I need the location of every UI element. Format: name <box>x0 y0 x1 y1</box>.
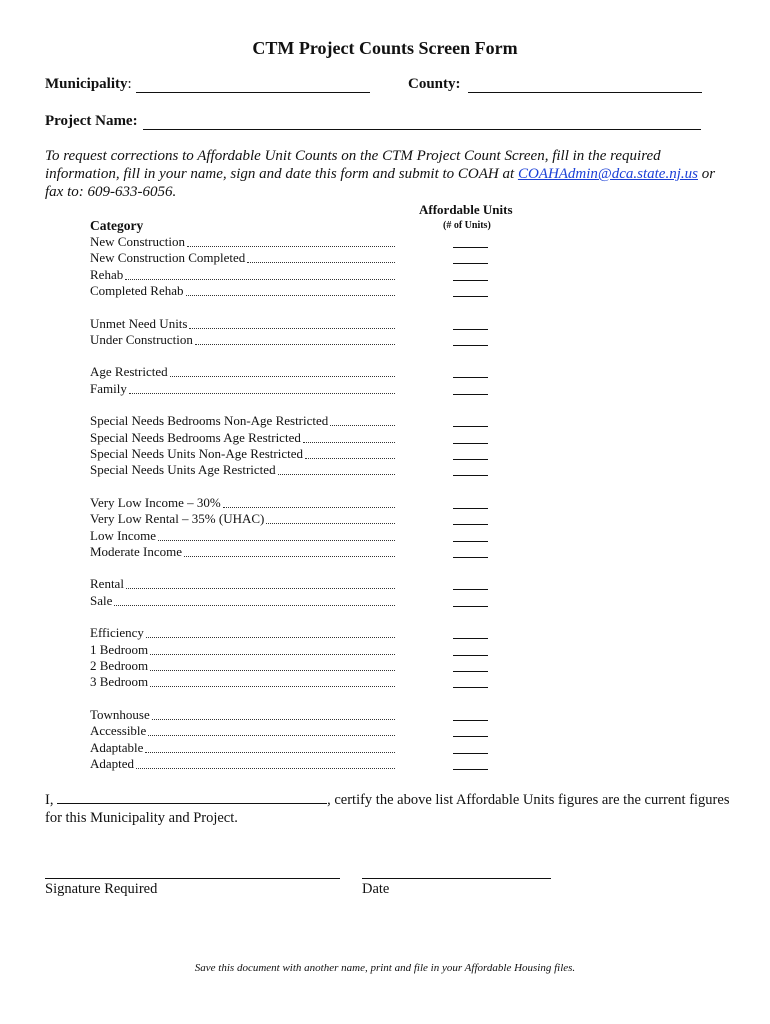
unit-count-field[interactable] <box>453 263 488 264</box>
dot-leader <box>186 295 395 296</box>
category-label: Very Low Income – 30% <box>90 494 221 510</box>
category-label: Completed Rehab <box>90 283 184 299</box>
category-row <box>90 625 395 641</box>
category-row <box>90 511 395 527</box>
category-row <box>90 381 395 397</box>
footer-note: Save this document with another name, print and file in your Affordable Housing files. <box>194 962 576 974</box>
dot-leader <box>148 735 395 736</box>
units-subheader: (# of Units) <box>443 220 491 231</box>
unit-count-field[interactable] <box>453 589 488 590</box>
dot-leader <box>145 752 395 753</box>
project-name-label: Project Name: <box>45 113 138 129</box>
unit-count-field[interactable] <box>453 443 488 444</box>
signature-label: Signature Required <box>45 881 158 897</box>
category-row <box>90 364 395 380</box>
category-row <box>90 740 395 756</box>
municipality-field[interactable] <box>136 92 370 93</box>
category-label: Sale <box>90 592 113 608</box>
county-label: County: <box>408 76 461 92</box>
unit-count-field[interactable] <box>453 247 488 248</box>
unit-count-field[interactable] <box>453 736 488 737</box>
category-row <box>90 674 395 690</box>
county-field[interactable] <box>468 92 702 93</box>
unit-count-field[interactable] <box>453 280 488 281</box>
coah-email-link[interactable]: COAHAdmin@dca.state.nj.us <box>517 166 698 182</box>
dot-leader <box>150 686 395 687</box>
unit-count-field[interactable] <box>453 345 488 346</box>
unit-count-field[interactable] <box>453 329 488 330</box>
category-row <box>90 576 395 592</box>
category-label: Family <box>90 380 127 396</box>
unit-count-field[interactable] <box>453 296 488 297</box>
project-name-field[interactable] <box>143 129 701 130</box>
category-row <box>90 267 395 283</box>
dot-leader <box>114 605 395 606</box>
category-row <box>90 658 395 674</box>
category-label: Very Low Rental – 35% (UHAC) <box>90 511 265 527</box>
unit-count-field[interactable] <box>453 687 488 688</box>
dot-leader <box>247 262 395 263</box>
certifier-name-field[interactable] <box>57 791 327 804</box>
dot-leader <box>126 588 395 589</box>
dot-leader <box>278 474 395 475</box>
dot-leader <box>150 654 395 655</box>
category-label: New Construction Completed <box>90 250 246 266</box>
municipality-colon: : <box>127 76 132 92</box>
category-row <box>90 756 395 772</box>
category-label: Accessible <box>90 723 147 739</box>
certification <box>45 791 735 827</box>
category-label: Unmet Need Units <box>90 315 188 331</box>
unit-count-field[interactable] <box>453 524 488 525</box>
dot-leader <box>125 279 395 280</box>
form-title: CTM Project Counts Screen Form <box>252 38 518 58</box>
instructions-tail: or fax to: 609-633-6056. <box>45 166 716 200</box>
unit-count-field[interactable] <box>453 459 488 460</box>
category-label: 1 Bedroom <box>90 641 149 657</box>
category-label: Under Construction <box>90 332 193 347</box>
dot-leader <box>187 246 395 247</box>
dot-leader <box>158 540 395 541</box>
certification-prefix: I, <box>45 792 54 808</box>
unit-count-field[interactable] <box>453 769 488 770</box>
dot-leader <box>303 442 395 443</box>
category-row <box>90 642 395 658</box>
category-label: Special Needs Bedrooms Non-Age Restricted <box>90 413 329 429</box>
unit-count-field[interactable] <box>453 377 488 378</box>
instructions <box>45 147 735 201</box>
category-label: Special Needs Units Age Restricted <box>90 462 276 478</box>
dot-leader <box>146 637 395 638</box>
category-row <box>90 283 395 299</box>
dot-leader <box>136 768 395 769</box>
category-row <box>90 430 395 446</box>
unit-count-field[interactable] <box>453 655 488 656</box>
dot-leader <box>184 556 395 557</box>
date-label: Date <box>362 881 390 897</box>
category-header: Category <box>90 218 144 233</box>
unit-count-field[interactable] <box>453 606 488 607</box>
category-row <box>90 495 395 511</box>
dot-leader <box>195 344 395 345</box>
category-label: Moderate Income <box>90 544 183 559</box>
dot-leader <box>152 719 395 720</box>
category-label: Efficiency <box>90 625 144 641</box>
dot-leader <box>266 523 395 524</box>
category-label: New Construction <box>90 234 185 249</box>
category-row <box>90 707 395 723</box>
unit-count-field[interactable] <box>453 557 488 558</box>
category-row <box>90 462 395 478</box>
municipality-label <box>45 76 132 93</box>
category-label: Adaptable <box>90 739 144 755</box>
certification-text: , certify the above list Affordable Units figures are the current figures for this Municipality and Project. <box>45 792 730 826</box>
category-label: Rehab <box>90 266 124 282</box>
unit-count-field[interactable] <box>453 394 488 395</box>
category-row <box>90 413 395 429</box>
instructions-text: To request corrections to Affordable Unit Counts on the CTM Project Count Screen, fill in the required information, fill in your name, sign and date this form and submit to COAH at <box>45 148 661 182</box>
category-row <box>90 446 395 462</box>
category-label: 3 Bedroom <box>90 674 149 690</box>
unit-count-field[interactable] <box>453 426 488 427</box>
category-row <box>90 332 395 348</box>
unit-count-field[interactable] <box>453 720 488 721</box>
dot-leader <box>189 328 395 329</box>
date-line[interactable] <box>362 878 551 879</box>
category-row <box>90 528 395 544</box>
municipality-label-text: Municipality <box>45 76 128 92</box>
dot-leader <box>305 458 395 459</box>
unit-count-field[interactable] <box>453 753 488 754</box>
category-row <box>90 544 395 560</box>
unit-count-field[interactable] <box>453 508 488 509</box>
category-label: Special Needs Bedrooms Age Restricted <box>90 429 301 445</box>
unit-count-field[interactable] <box>453 638 488 639</box>
unit-count-field[interactable] <box>453 541 488 542</box>
category-label: Low Income <box>90 527 157 543</box>
category-row <box>90 316 395 332</box>
category-label: Special Needs Units Non-Age Restricted <box>90 446 304 461</box>
category-label: 2 Bedroom <box>90 658 149 673</box>
units-header: Affordable Units <box>419 202 513 217</box>
unit-count-field[interactable] <box>453 475 488 476</box>
dot-leader <box>129 393 395 394</box>
category-label: Townhouse <box>90 706 150 722</box>
dot-leader <box>223 507 395 508</box>
category-row <box>90 234 395 250</box>
unit-count-field[interactable] <box>453 671 488 672</box>
dot-leader <box>330 425 395 426</box>
category-label: Adapted <box>90 756 135 771</box>
category-label: Age Restricted <box>90 364 168 380</box>
dot-leader <box>150 670 395 671</box>
signature-line[interactable] <box>45 878 340 879</box>
dot-leader <box>170 376 395 377</box>
category-row <box>90 723 395 739</box>
category-label: Rental <box>90 576 124 592</box>
category-row <box>90 250 395 266</box>
category-row <box>90 593 395 609</box>
